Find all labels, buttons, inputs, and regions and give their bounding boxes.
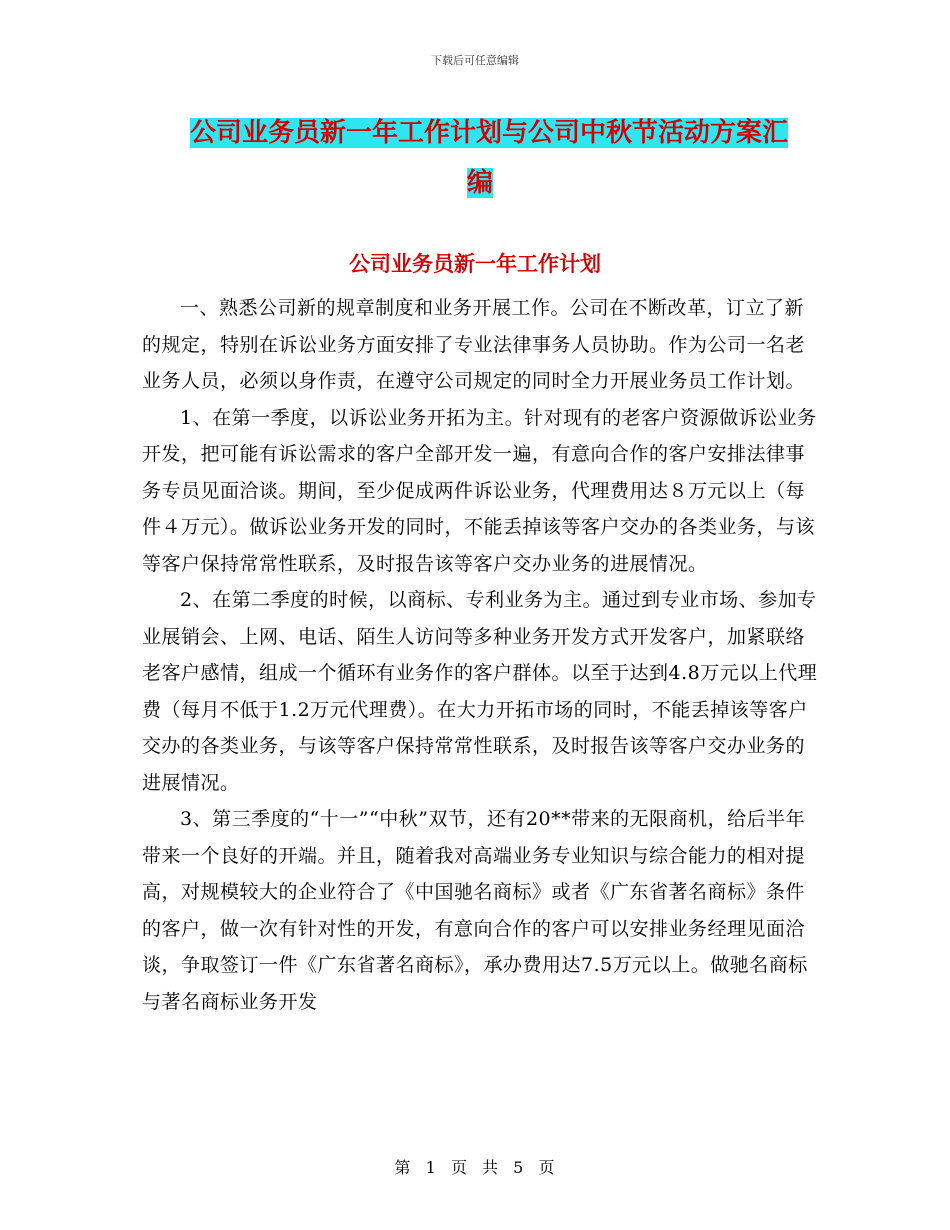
document-title-line1: 公司业务员新一年工作计划与公司中秋节活动方案汇 [190,118,789,148]
footer-mid1: 页 [450,1158,468,1177]
footer-page-total: 5 [513,1158,525,1177]
page-footer [0,1155,950,1178]
footer-page-number: 1 [425,1158,437,1177]
paragraph-1: 一、熟悉公司新的规章制度和业务开展工作。公司在不断改革，订立了新的规定，特别在诉讼业务方面安排了专业法律事务人员协助。作为公司一名老业务人员，必须以身作责，在遵守公司规定的同时全力开展业务员工作计划。 [142,297,806,392]
footer-suffix: 页 [538,1158,556,1177]
paragraph-3: 2、在第二季度的时候，以商标、专利业务为主。通过到专业市场、参加专业展销会、上网、电话、陌生人访问等多种业务开发方式开发客户，加紧联络老客户感情，组成一个循环有业务作的客户群体。以至于达到4.8万元以上代理费（每月不低于1.2万元代理费）。在大力开拓市场的同时，不能丢掉该等客户交办的各类业务，与该等客户保持常常性联系，及时报告该等客户交办业务的进展情况。 [142,589,818,794]
paragraph-4: 3、第三季度的“十一”“中秋”双节，还有20**带来的无限商机，给后半年带来一个良好的开端。并且，随着我对高端业务专业知识与综合能力的相对提高，对规模较大的企业符合了《中国驰名商标》或者《广东省著名商标》条件的客户，做一次有针对性的开发，有意向合作的客户可以安排业务经理见面洽谈，争取签订一件《广东省著名商标》，承办费用达7.5万元以上。做驰名商标与著名商标业务开发 [142,808,808,1013]
document-body [142,290,822,1020]
footer-mid2: 共 [482,1158,500,1177]
document-title [190,108,810,208]
document-title-line2: 编 [466,168,493,198]
footer-prefix: 第 [394,1158,412,1177]
page-header-note: 下载后可任意编辑 [431,54,519,67]
section-title: 公司业务员新一年工作计划 [349,252,601,276]
paragraph-2: 1、在第一季度，以诉讼业务开拓为主。针对现有的老客户资源做诉讼业务开发，把可能有诉讼需求的客户全部开发一遍，有意向合作的客户安排法律事务专员见面洽谈。期间，至少促成两件诉讼业务，代理费用达８万元以上（每件４万元）。做诉讼业务开发的同时，不能丢掉该等客户交办的各类业务，与该等客户保持常常性联系，及时报告该等客户交办业务的进展情况。 [142,406,817,575]
